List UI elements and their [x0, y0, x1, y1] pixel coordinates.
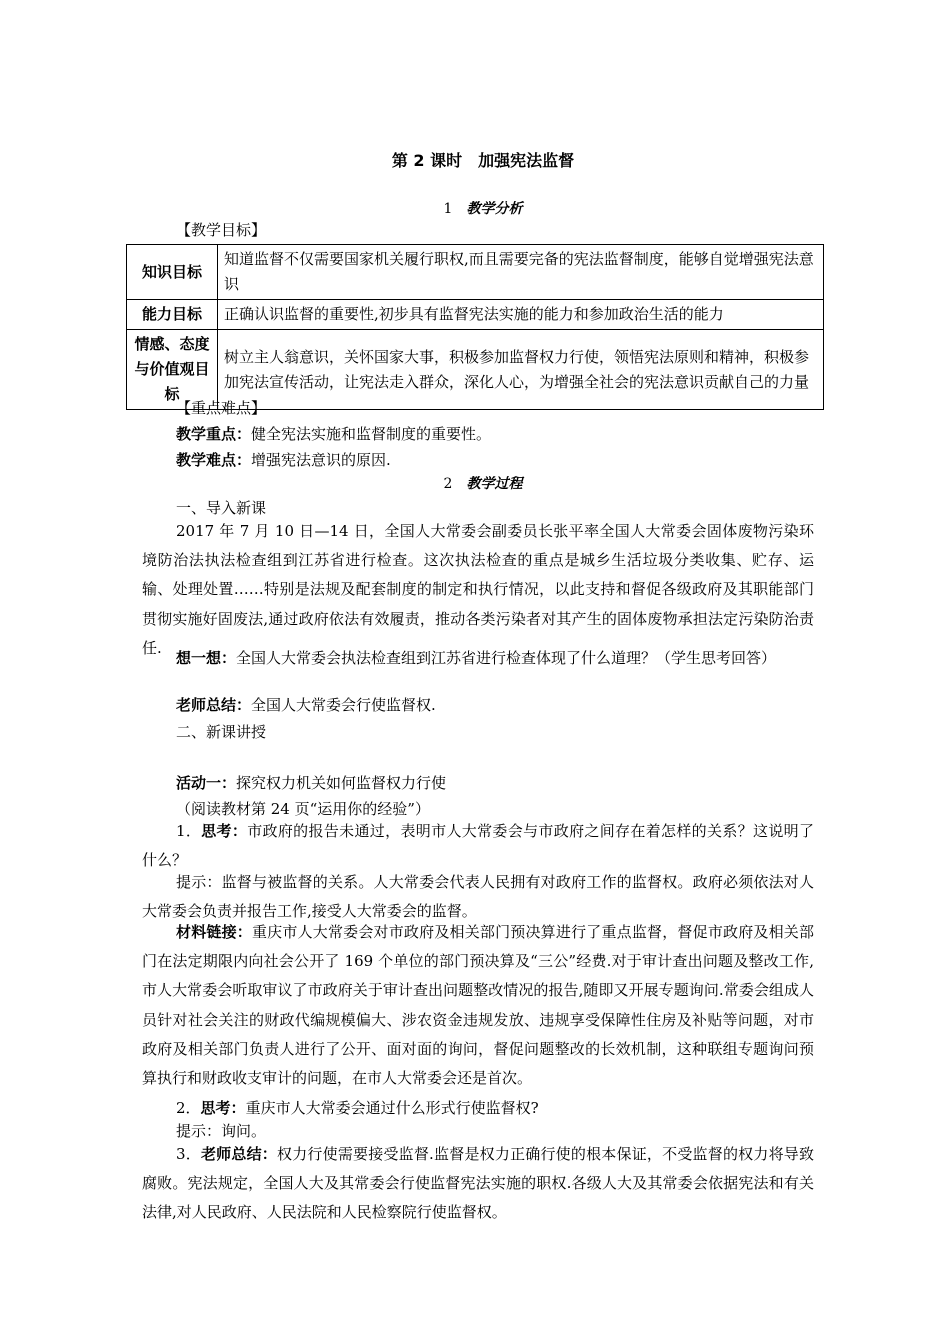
material-text: 重庆市人大常委会对市政府及相关部门预决算进行了重点监督，督促市政府及相关部门在法定期限内向社会公开了 169 个单位的部门预决算及“三公”经费.对于审计查出问题及整改工作,市人大常委会听取审议了市政府关于审计查出问题整改情况的报告,随即又开展专题询问.常委会组成人员针对社会关注的财政代编规模偏大、涉农资金违规发放、违规享受保障性住房及补贴等问题，对市政府及相关部门负责人进行了公开、面对面的询问，督促问题整改的长效机制，这种联组专题询问预算执行和财政收支审计的问题，在市人大常委会还是首次。	[142, 923, 814, 1088]
summary-label: 老师总结：	[200, 1145, 277, 1163]
material-paragraph	[142, 918, 814, 1093]
goal-text: 知道监督不仅需要国家机关履行职权,而且需要完备的宪法监督制度，能够自觉增强宪法意识	[218, 245, 824, 300]
focus-label: 教学重点：	[176, 425, 252, 443]
section-heading-process	[142, 473, 824, 493]
part-heading-new: 二、新课讲授	[176, 723, 267, 741]
goals-heading: 【教学目标】	[176, 221, 267, 239]
summary-label: 老师总结：	[176, 696, 252, 714]
question-label: 思考：	[200, 1099, 246, 1117]
goal-key: 情感、态度与价值观目标	[127, 330, 218, 410]
goal-text: 树立主人翁意识，关怀国家大事，积极参加监督权力行使，领悟宪法原则和精神，积极参加宪法宣传活动，让宪法走入群众，深化人心，为增强全社会的宪法意识贡献自己的力量	[218, 330, 824, 410]
think-label: 想一想：	[176, 649, 237, 667]
summary-number: 3．	[176, 1145, 201, 1163]
keypoints-heading: 【重点难点】	[176, 399, 267, 417]
section-label: 教学过程	[466, 476, 523, 492]
focus-text: 健全宪法实施和监督制度的重要性。	[251, 425, 492, 443]
difficulty-text: 增强宪法意识的原因.	[251, 451, 391, 469]
question-text: 重庆市人大常委会通过什么形式行使监督权?	[245, 1099, 539, 1117]
goal-key: 能力目标	[127, 300, 218, 330]
teacher-summary-3	[142, 1140, 814, 1228]
difficulty-label: 教学难点：	[176, 451, 252, 469]
think-text: 全国人大常委会执法检查组到江苏省进行检查体现了什么道理？（学生思考回答）	[236, 649, 777, 667]
section-number: 1	[443, 201, 453, 217]
material-label: 材料链接：	[176, 923, 252, 941]
question-number: 2．	[176, 1099, 201, 1117]
question-label: 思考：	[201, 822, 248, 840]
activity-one	[142, 771, 858, 796]
hint-1: 提示：监督与被监督的关系。人大常委会代表人民拥有对政府工作的监督权。政府必须依法对人大常委会负责并报告工作,接受人大常委会的监督。	[142, 873, 814, 921]
question-text: 市政府的报告未通过，表明市人大常委会与市政府之间存在着怎样的关系？这说明了什么？	[142, 822, 814, 870]
goals-table	[126, 244, 824, 410]
section-number: 2	[443, 476, 453, 492]
goal-key: 知识目标	[127, 245, 218, 300]
question-1	[142, 817, 814, 875]
teacher-summary-1	[142, 693, 858, 718]
hint-2: 提示：询问。	[176, 1122, 267, 1140]
teaching-difficulty	[142, 448, 858, 473]
summary-text: 权力行使需要接受监督.监督是权力正确行使的根本保证，不受监督的权力将导致腐败。宪法规定，全国人大及其常委会行使监督宪法实施的职权.各级人大及其常委会依据宪法和有关法律,对人民政府、人民法院和人民检察院行使监督权。	[142, 1145, 814, 1222]
activity-label: 活动一：	[176, 774, 237, 792]
reading-note: （阅读教材第 24 页“运用你的经验”）	[176, 800, 430, 818]
goal-text: 正确认识监督的重要性,初步具有监督宪法实施的能力和参加政治生活的能力	[218, 300, 824, 330]
table-row	[127, 245, 824, 300]
lesson-title: 第 2 课时 加强宪法监督	[391, 151, 575, 170]
part-heading-intro: 一、导入新课	[176, 499, 267, 517]
teaching-focus	[142, 422, 858, 447]
activity-text: 探究权力机关如何监督权力行使	[236, 774, 447, 792]
table-row	[127, 300, 824, 330]
intro-paragraph: 2017 年 7 月 10 日—14 日，全国人大常委会副委员长张平率全国人大常委会固体废物污染环境防治法执法检查组到江苏省进行检查。这次执法检查的重点是城乡生活垃圾分类收集、贮存、运输、处理处置……特别是法规及配套制度的制定和执行情况，以此支持和督促各级政府及其职能部门贯彻实施好固废法,通过政府依法有效履责，推动各类污染者对其产生的固体废物承担法定污染防治责任.	[142, 522, 814, 657]
question-number: 1．	[176, 822, 202, 840]
question-2	[142, 1096, 858, 1121]
section-heading-analysis	[142, 198, 824, 218]
section-label: 教学分析	[466, 201, 523, 217]
summary-text: 全国人大常委会行使监督权.	[251, 696, 436, 714]
think-paragraph	[142, 644, 814, 673]
